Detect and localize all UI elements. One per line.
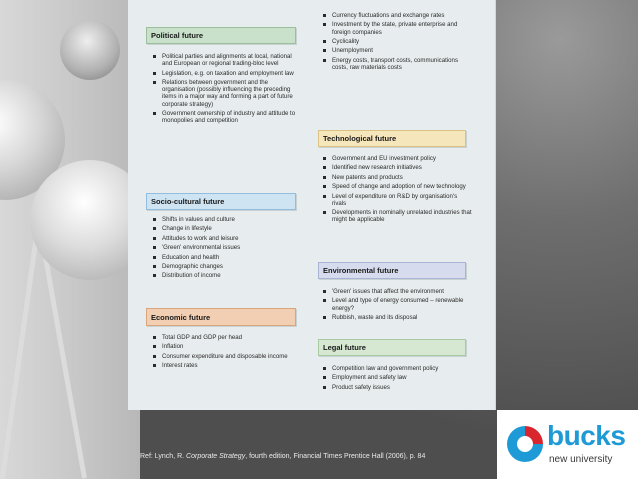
socio-cultural-list <box>152 216 302 282</box>
list-item: Developments in nominally unrelated industries that might be applicable <box>322 209 472 223</box>
environmental-header: Environmental future <box>318 262 466 279</box>
economic-list <box>152 334 302 372</box>
credit-prefix: Ref: Lynch, R. <box>140 453 187 460</box>
list-item: Level and type of energy consumed – renewable energy? <box>322 297 472 311</box>
list-item: Cyclicality <box>322 38 472 45</box>
list-item: New patents and products <box>322 174 472 181</box>
political-header: Political future <box>146 27 296 44</box>
list-item: Level of expenditure on R&D by organisation's rivals <box>322 193 472 207</box>
logo-wordmark: bucks <box>547 420 626 451</box>
list-item: Education and health <box>152 254 302 261</box>
list-item: Investment by the state, private enterprise and foreign companies <box>322 21 472 35</box>
economic-header: Economic future <box>146 308 296 326</box>
list-item: 'Green' environmental issues <box>152 244 302 251</box>
list-item: Identified new research initiatives <box>322 164 472 171</box>
list-item: Rubbish, waste and its disposal <box>322 314 472 321</box>
background-left-photo <box>0 0 140 479</box>
legal-list <box>322 365 472 393</box>
list-item: Total GDP and GDP per head <box>152 334 302 341</box>
pest-figure-panel <box>128 0 496 410</box>
environmental-list <box>322 288 472 323</box>
list-item: Product safety issues <box>322 384 472 391</box>
list-item: Legislation, e.g. on taxation and employment law <box>152 70 302 77</box>
list-item: Interest rates <box>152 362 302 369</box>
list-item: Unemployment <box>322 47 472 54</box>
list-item: Relations between government and the organisation (possibly influencing the preceding items in a major way and forming a part of future corporate strategy) <box>152 79 302 108</box>
political-list <box>152 53 302 127</box>
list-item: Distribution of income <box>152 272 302 279</box>
legal-header: Legal future <box>318 339 466 356</box>
list-item: Employment and safety law <box>322 374 472 381</box>
technological-list <box>322 155 472 226</box>
list-item: Government ownership of industry and attitude to monopolies and competition <box>152 110 302 124</box>
list-item: Energy costs, transport costs, communications costs, raw materials costs <box>322 57 472 71</box>
list-item: Change in lifestyle <box>152 225 302 232</box>
list-item: Political parties and alignments at local, national and European or regional trading-bloc level <box>152 53 302 67</box>
socio-cultural-header: Socio-cultural future <box>146 193 296 210</box>
economic-continued-list <box>322 12 472 73</box>
list-item: Speed of change and adoption of new technology <box>322 183 472 190</box>
pin-stick <box>42 251 87 478</box>
list-item: Shifts in values and culture <box>152 216 302 223</box>
credit-suffix: , fourth edition, Financial Times Prentice Hall (2006), p. 84 <box>245 453 426 460</box>
logo-subtitle: new university <box>549 454 613 465</box>
list-item: Currency fluctuations and exchange rates <box>322 12 472 19</box>
credit-book-title: Corporate Strategy <box>186 453 246 460</box>
pin-ball <box>60 20 120 80</box>
list-item: Inflation <box>152 343 302 350</box>
list-item: Government and EU investment policy <box>322 155 472 162</box>
bucks-swirl-icon <box>503 422 547 466</box>
technological-header: Technological future <box>318 130 466 147</box>
list-item: 'Green' issues that affect the environment <box>322 288 472 295</box>
list-item: Attitudes to work and leisure <box>152 235 302 242</box>
list-item: Consumer expenditure and disposable income <box>152 353 302 360</box>
bucks-logo <box>497 410 638 479</box>
list-item: Demographic changes <box>152 263 302 270</box>
list-item: Competition law and government policy <box>322 365 472 372</box>
reference-credit <box>140 453 425 460</box>
